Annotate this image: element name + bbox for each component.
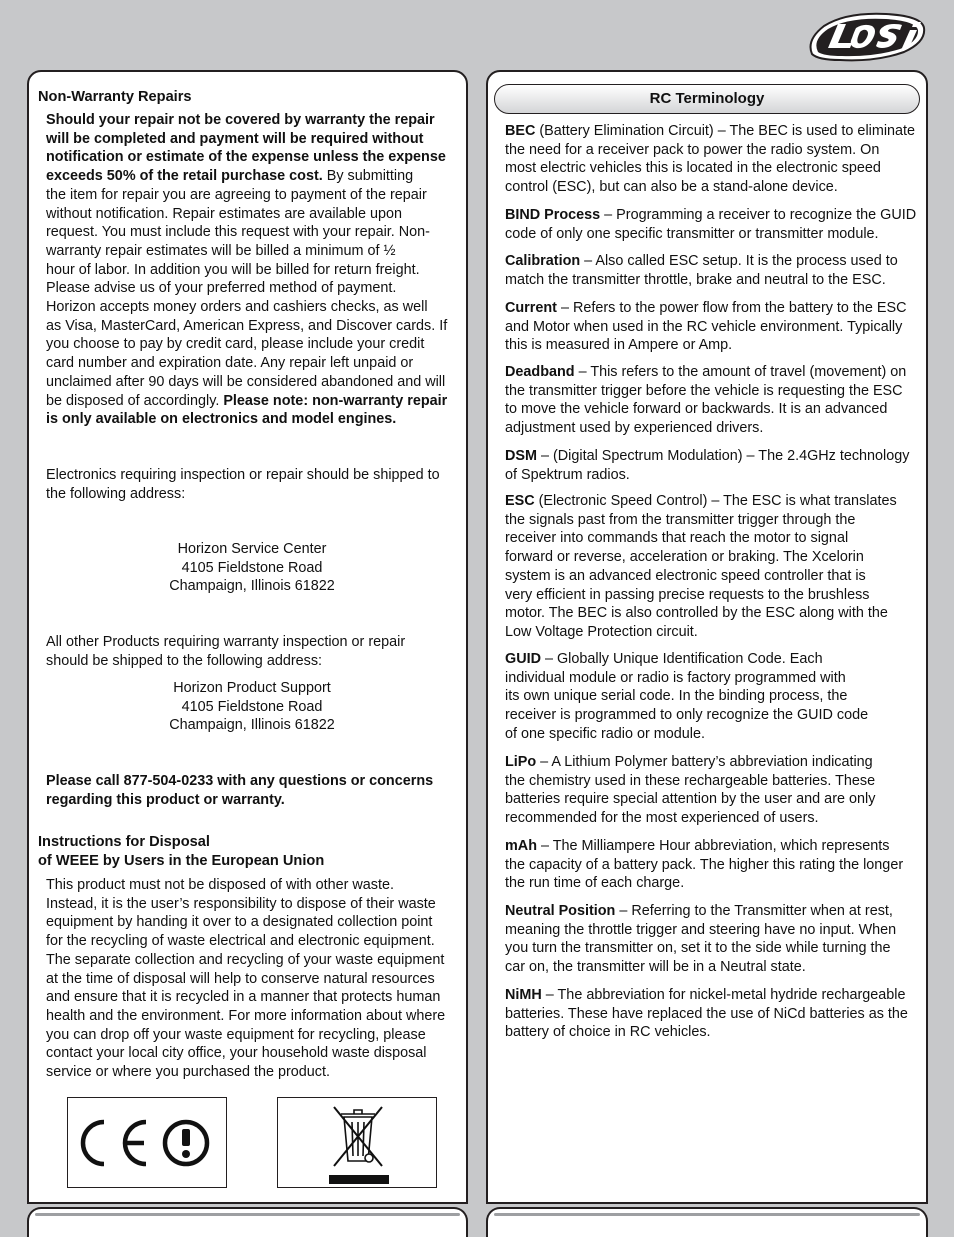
term-line: [505, 141, 917, 160]
term-entry: [505, 650, 917, 744]
term-definition: you turn the transmitter on, set it to the side while turning the: [505, 940, 891, 957]
non-warranty-line: [46, 298, 466, 317]
bold-text: Please note: non-warranty repair: [223, 392, 448, 409]
term-name: Current: [505, 300, 557, 316]
term-definition: this is measured in Ampere or Amp.: [505, 337, 733, 354]
term-definition: – Refers to the power flow from the battery to the ESC: [556, 300, 907, 316]
term-entry: [505, 986, 917, 1042]
term-definition: – Programming a receiver to recognize the GUID: [600, 207, 917, 223]
non-warranty-line: [46, 167, 466, 186]
term-definition: of Spektrum radios.: [505, 466, 630, 483]
address-line: Horizon Product Support: [173, 680, 331, 696]
term-entry: [505, 447, 917, 484]
call-line: regarding this product or warranty.: [46, 791, 285, 808]
term-line: [505, 874, 917, 893]
weee-body: [46, 876, 468, 1082]
term-line: [505, 336, 917, 355]
term-definition: the need for a receiver pack to power the radio system. On: [505, 141, 880, 158]
non-warranty-line: [46, 317, 466, 336]
term-definition: car on, the transmitter will be in a Neutral state.: [505, 959, 806, 976]
rc-terminology-heading: RC Terminology: [494, 84, 920, 114]
non-warranty-line: [46, 392, 466, 411]
term-line: [505, 159, 917, 178]
address-line: Champaign, Illinois 61822: [169, 578, 335, 595]
body-text: Horizon accepts money orders and cashiers checks, as well: [46, 299, 428, 316]
product-support-address: [46, 679, 458, 735]
weee-line: for the recycling of waste electrical and electronic equipment.: [46, 933, 435, 950]
term-line: [505, 122, 917, 141]
weee-line: health and the environment. For more information about where: [46, 1007, 446, 1024]
term-definition: – (Digital Spectrum Modulation) – The 2.4GHz technology: [536, 448, 910, 464]
term-definition: motor. The BEC is also controlled by the ESC along with the: [505, 605, 888, 622]
term-definition: the signals past from the transmitter trigger through the: [505, 511, 856, 528]
term-definition: recommended for the most experienced of users.: [505, 810, 819, 827]
body-text: the item for repair you are agreeing to payment of the repair: [46, 186, 427, 203]
term-line: [505, 447, 917, 466]
term-line: [505, 753, 917, 772]
non-warranty-line: [46, 111, 466, 130]
term-entry: [505, 363, 917, 438]
term-definition: – Also called ESC setup. It is the process used to: [580, 253, 898, 269]
term-line: [505, 567, 917, 586]
non-warranty-heading: Non-Warranty Repairs: [38, 89, 192, 105]
term-name: Neutral Position: [505, 903, 616, 919]
left-panel: [27, 70, 468, 1204]
term-definition: the chemistry used in these rechargeable batteries. These: [505, 772, 876, 789]
term-definition: receiver into commands that reach the motor to signal: [505, 530, 849, 547]
weee-mark-box: [277, 1097, 437, 1188]
term-definition: and Motor when used in the RC vehicle environment. Typically: [505, 318, 903, 335]
address-line: 4105 Fieldstone Road: [181, 559, 323, 576]
non-warranty-line: [46, 186, 466, 205]
losi-logo: [806, 10, 928, 62]
weee-line: This product must not be disposed of with other waste.: [46, 877, 394, 893]
other-products-text: [46, 633, 466, 670]
right-panel: [486, 70, 928, 1204]
right-footer-bar: [486, 1207, 928, 1237]
weee-line: Instead, it is the user’s responsibility to dispose of their waste: [46, 895, 436, 912]
electronics-text: [46, 466, 466, 503]
body-text: Please advise us of your preferred method of payment.: [46, 280, 397, 297]
body-text: hour of labor. In addition you will be billed for return freight.: [46, 261, 420, 278]
term-line: [505, 921, 917, 940]
term-definition: code of only one specific transmitter or transmitter module.: [505, 225, 879, 242]
body-text: be disposed of accordingly.: [46, 392, 224, 409]
non-warranty-line: [46, 223, 466, 242]
term-line: [505, 318, 917, 337]
term-definition: – Referring to the Transmitter when at rest,: [615, 903, 893, 919]
term-name: BEC: [505, 123, 536, 139]
term-line: [505, 958, 917, 977]
term-line: [505, 299, 917, 318]
term-definition: (Battery Elimination Circuit) – The BEC is used to eliminate: [535, 123, 916, 139]
address-line: Horizon Service Center: [177, 541, 327, 557]
term-line: [505, 669, 917, 688]
ce-mark-icon: [68, 1098, 228, 1189]
term-definition: meaning the throttle trigger and steering have no input. When: [505, 921, 897, 938]
term-entry: [505, 122, 917, 197]
term-definition: to move the vehicle forward or backwards. It is an advanced: [505, 401, 888, 418]
weee-line: service or where you purchased the product.: [46, 1064, 330, 1081]
term-line: [505, 225, 917, 244]
weee-line: equipment by handing it over to a designated collection point: [46, 914, 433, 931]
non-warranty-line: [46, 335, 466, 354]
term-definition: adjustment used by experienced drivers.: [505, 420, 764, 437]
address-line: 4105 Fieldstone Road: [181, 698, 323, 715]
term-definition: system is an advanced electronic speed controller that is: [505, 567, 866, 584]
weee-heading-line: Instructions for Disposal: [38, 834, 210, 850]
term-line: [505, 363, 917, 382]
term-name: DSM: [505, 448, 537, 464]
weee-bin-icon: [278, 1098, 438, 1189]
term-line: [505, 492, 917, 511]
term-line: [505, 511, 917, 530]
bold-text: is only available on electronics and model engines.: [46, 411, 397, 428]
term-name: LiPo: [505, 754, 537, 770]
term-line: [505, 790, 917, 809]
term-line: [505, 772, 917, 791]
non-warranty-line: [46, 261, 466, 280]
term-definition: – This refers to the amount of travel (movement) on: [574, 364, 907, 380]
weee-heading-line: of WEEE by Users in the European Union: [38, 853, 325, 869]
non-warranty-line: [46, 148, 466, 167]
body-text: card number and expiration date. Any repair left unpaid or: [46, 355, 414, 372]
address-line: Champaign, Illinois 61822: [169, 717, 335, 734]
term-line: [505, 650, 917, 669]
term-definition: batteries require special attention by the user and are only: [505, 791, 876, 808]
term-name: BIND Process: [505, 207, 601, 223]
bold-text: exceeds 50% of the retail purchase cost.: [46, 168, 323, 185]
term-line: [505, 725, 917, 744]
non-warranty-line: [46, 242, 466, 261]
body-text: as Visa, MasterCard, American Express, and Discover cards. If: [46, 317, 448, 334]
bold-text: Should your repair not be covered by warranty the repair: [46, 112, 435, 128]
body-text: By submitting: [322, 168, 414, 185]
term-definition: – The Milliampere Hour abbreviation, which represents: [536, 838, 890, 854]
weee-line: you can drop off your waste equipment for recycling, please: [46, 1026, 426, 1043]
term-line: [505, 902, 917, 921]
term-line: [505, 529, 917, 548]
non-warranty-line: [46, 130, 466, 149]
term-line: [505, 939, 917, 958]
term-line: [505, 1005, 917, 1024]
term-line: [505, 1023, 917, 1042]
alert-circle-icon: [165, 1122, 207, 1164]
term-definition: receiver is programmed to only recognize the GUID code: [505, 707, 869, 724]
bold-text: will be completed and payment will be required without: [46, 130, 424, 147]
term-definition: match the transmitter throttle, brake and neutral to the ESC.: [505, 271, 886, 288]
term-line: [505, 604, 917, 623]
term-line: [505, 809, 917, 828]
term-line: [505, 623, 917, 642]
other-products-line: should be shipped to the following address:: [46, 652, 323, 669]
weee-line: The separate collection and recycling of your waste equipment: [46, 951, 445, 968]
term-definition: battery of choice in RC vehicles.: [505, 1024, 711, 1041]
term-definition: individual module or radio is factory programmed with: [505, 669, 846, 686]
term-name: GUID: [505, 651, 541, 667]
term-definition: the transmitter trigger before the vehicle is requesting the ESC: [505, 382, 903, 399]
term-entry: [505, 902, 917, 977]
term-definition: forward or reverse, acceleration or braking. The Xcelorin: [505, 549, 864, 566]
term-line: [505, 206, 917, 225]
term-name: mAh: [505, 838, 537, 854]
term-line: [505, 466, 917, 485]
body-text: warranty repair estimates will be billed a minimum of ½: [46, 242, 396, 259]
term-line: [505, 706, 917, 725]
term-entry: [505, 206, 917, 243]
term-definition: (Electronic Speed Control) – The ESC is what translates: [534, 493, 897, 509]
other-products-line: All other Products requiring warranty inspection or repair: [46, 634, 406, 650]
term-entry: [505, 753, 917, 828]
term-definition: the run time of each charge.: [505, 875, 685, 892]
non-warranty-line: [46, 373, 466, 392]
ce-mark-box: [67, 1097, 227, 1188]
term-line: [505, 271, 917, 290]
term-definition: very efficient in passing precise requests to the brushless: [505, 586, 870, 603]
term-name: Calibration: [505, 253, 581, 269]
left-footer-bar: [27, 1207, 468, 1237]
term-line: [505, 687, 917, 706]
weee-heading: [38, 833, 458, 871]
term-definition: most electric vehicles this is located in the electronic speed: [505, 160, 881, 177]
term-name: Deadband: [505, 364, 575, 380]
term-line: [505, 837, 917, 856]
service-center-address: [46, 540, 458, 596]
term-name: NiMH: [505, 987, 542, 1003]
term-definition: – The abbreviation for nickel-metal hydride rechargeable: [541, 987, 906, 1003]
term-entry: [505, 492, 917, 642]
call-notice: [46, 772, 466, 809]
weee-line: contact your local city office, your household waste disposal: [46, 1045, 427, 1062]
term-entry: [505, 252, 917, 289]
term-definition: batteries. These have replaced the use of NiCd batteries as the: [505, 1005, 908, 1022]
term-definition: control (ESC), but can also be a stand-alone device.: [505, 179, 838, 196]
term-line: [505, 382, 917, 401]
electronics-line: the following address:: [46, 485, 186, 502]
term-definition: of one specific radio or module.: [505, 725, 705, 742]
term-line: [505, 400, 917, 419]
non-warranty-body: [46, 111, 466, 429]
term-name: ESC: [505, 493, 535, 509]
body-text: unclaimed after 90 days will be considered abandoned and will: [46, 373, 446, 390]
electronics-line: Electronics requiring inspection or repair should be shipped to: [46, 467, 440, 483]
weee-line: and ensure that it is recycled in a manner that protects human: [46, 989, 441, 1006]
term-line: [505, 986, 917, 1005]
term-definition: – A Lithium Polymer battery’s abbreviation indicating: [536, 754, 873, 770]
non-warranty-line: [46, 410, 466, 429]
term-entry: [505, 299, 917, 355]
term-definition: – Globally Unique Identification Code. Each: [540, 651, 823, 667]
term-line: [505, 586, 917, 605]
weee-line: at the time of disposal will help to conserve natural resources: [46, 970, 435, 987]
non-warranty-line: [46, 279, 466, 298]
bold-text: notification or estimate of the expense unless the expense: [46, 149, 446, 166]
term-line: [505, 252, 917, 271]
call-line: Please call 877-504-0233 with any questions or concerns: [46, 773, 434, 789]
term-entry: [505, 837, 917, 893]
non-warranty-line: [46, 354, 466, 373]
term-definition: Low Voltage Protection circuit.: [505, 623, 698, 640]
body-text: you choose to pay by credit card, please include your credit: [46, 336, 425, 353]
term-line: [505, 419, 917, 438]
non-warranty-line: [46, 205, 466, 224]
term-line: [505, 178, 917, 197]
term-definition: the capacity of a battery pack. The higher this rating the longer: [505, 856, 904, 873]
term-line: [505, 856, 917, 875]
term-definition: its own unique serial code. In the binding process, the: [505, 688, 848, 705]
body-text: request. You must include this request with your repair. Non-: [46, 224, 430, 241]
body-text: without notification. Repair estimates are available upon: [46, 205, 402, 222]
term-line: [505, 548, 917, 567]
